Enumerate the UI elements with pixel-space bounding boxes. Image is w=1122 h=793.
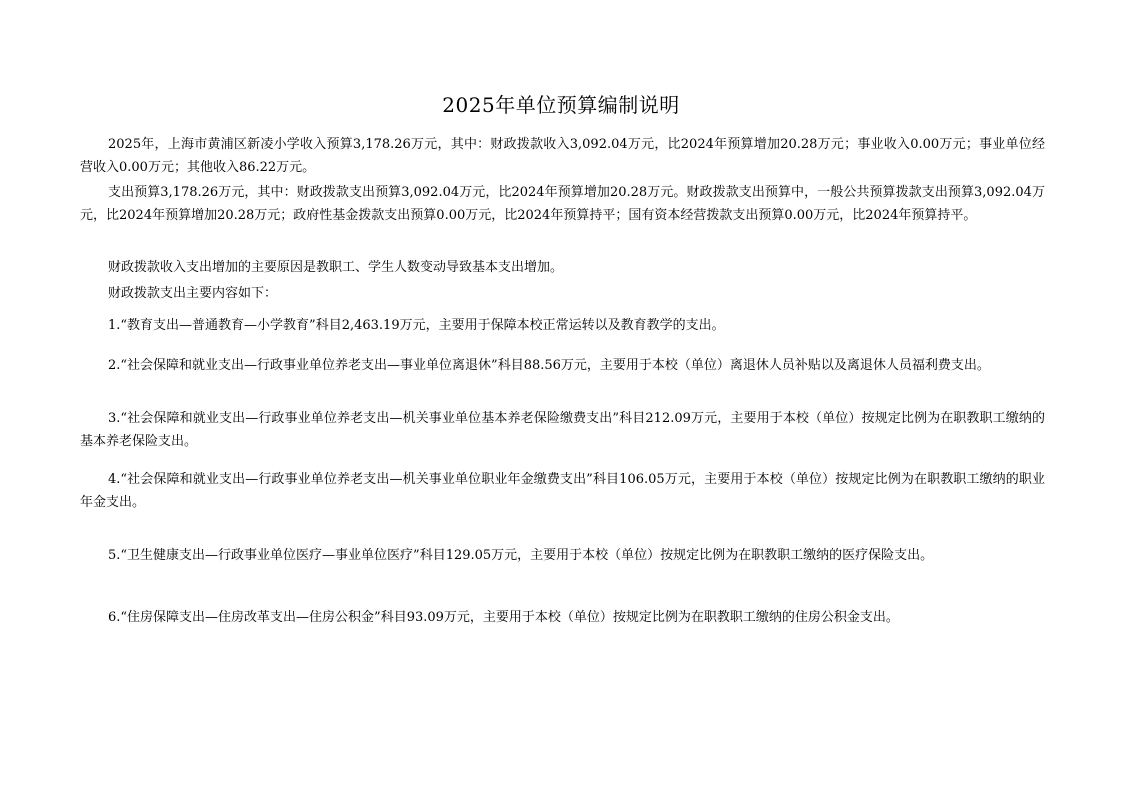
expenditure-item: 6.“住房保障支出—住房改革支出—住房公积金”科目93.09万元，主要用于本校（单位）按规定比例为在职教职工缴纳的住房公积金支出。 xyxy=(108,610,899,625)
expenditure-paragraph: 支出预算3,178.26万元，其中：财政拨款支出预算3,092.04万元，比2024年预算增加20.28万元。财政拨款支出预算中，一般公共预算拨款支出预算3,092.04万元，比2024年预算增加20.28万元；政府性基金拨款支出预算0.00万元，比2024年预算持平；国有资本经营拨款支出预算0.00万元，比2024年预算持平。 xyxy=(80,185,1045,223)
expenditure-item: 4.“社会保障和就业支出—行政事业单位养老支出—机关事业单位职业年金缴费支出”科目106.05万元，主要用于本校（单位）按规定比例为在职教职工缴纳的职业年金支出。 xyxy=(80,472,1045,510)
reason-paragraph: 财政拨款收入支出增加的主要原因是教职工、学生人数变动导致基本支出增加。 xyxy=(108,260,564,275)
intro-paragraph: 财政拨款支出主要内容如下： xyxy=(108,286,278,301)
income-paragraph: 2025年，上海市黄浦区新凌小学收入预算3,178.26万元，其中：财政拨款收入3,092.04万元，比2024年预算增加20.28万元；事业收入0.00万元；事业单位经营收入0.00万元；其他收入86.22万元。 xyxy=(80,137,1045,175)
expenditure-item: 5.“卫生健康支出—行政事业单位医疗—事业单位医疗”科目129.05万元，主要用于本校（单位）按规定比例为在职教职工缴纳的医疗保险支出。 xyxy=(108,548,934,563)
expenditure-item: 3.“社会保障和就业支出—行政事业单位养老支出—机关事业单位基本养老保险缴费支出”科目212.09万元，主要用于本校（单位）按规定比例为在职教职工缴纳的基本养老保险支出。 xyxy=(80,411,1045,449)
page-title: 2025年单位预算编制说明 xyxy=(442,93,680,118)
expenditure-item: 1.“教育支出—普通教育—小学教育”科目2,463.19万元，主要用于保障本校正常运转以及教育教学的支出。 xyxy=(108,318,725,333)
expenditure-item: 2.“社会保障和就业支出—行政事业单位养老支出—事业单位离退休”科目88.56万元，主要用于本校（单位）离退休人员补贴以及离退休人员福利费支出。 xyxy=(108,358,990,373)
